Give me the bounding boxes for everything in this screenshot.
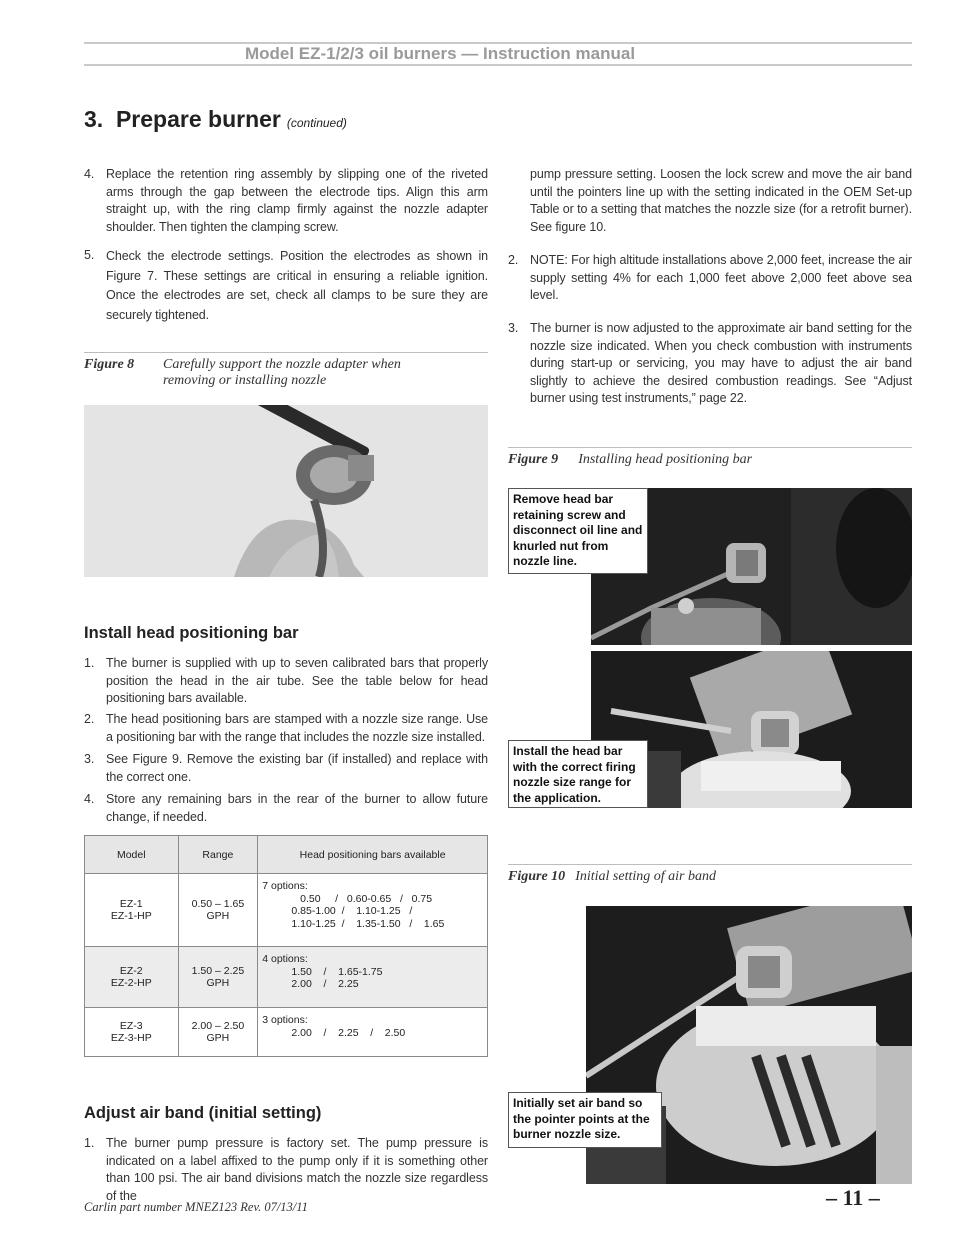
table-cell-options (258, 947, 488, 1008)
table-header: Range (178, 836, 258, 874)
table-cell-model (85, 1008, 179, 1057)
figure9-rule (508, 447, 912, 448)
list-text: NOTE: For high altitude installations above 2,000 feet, increase the air supply setting 4% for each 1,000 feet above 2,000 feet above sea level. (530, 253, 912, 302)
list-number: 2. (84, 712, 95, 726)
section-title (84, 106, 347, 133)
table-cell-range (178, 874, 258, 947)
table-row (85, 947, 488, 1008)
range-line: GPH (206, 1032, 230, 1044)
options-values: 2.00 / 2.25 / 2.50 (262, 1026, 406, 1039)
list-item (508, 252, 912, 305)
figure10-text: Initial setting of air band (575, 869, 716, 884)
table-cell-range (178, 947, 258, 1008)
table-cell-model (85, 947, 179, 1008)
figure8-text: Carefully support the nozzle adapter when removing or installing nozzle (163, 357, 401, 388)
table-header: Head positioning bars available (258, 836, 488, 874)
list-text: The burner is now adjusted to the approximate air band setting for the nozzle size indicated. When you check combustion with instruments during start-up or servicing, you may have to adjust the air band slightly to achieve the desired combustion readings. See “Adjust burner using test instruments,” page 22. (530, 321, 912, 405)
list-text: See Figure 9. Remove the existing bar (if installed) and replace with the correct one. (106, 752, 488, 784)
options-label: 3 options: (262, 1014, 308, 1026)
model-line: EZ-3 (119, 1020, 143, 1032)
model-line: EZ-2-HP (110, 977, 152, 989)
figure8-rule (84, 352, 488, 353)
figure8-label: Figure 8 (84, 357, 135, 372)
list-item (84, 751, 488, 786)
install-bar-heading: Install head positioning bar (84, 624, 299, 642)
table-cell-model (85, 874, 179, 947)
section-title-text: 3. Prepare burner (84, 106, 281, 132)
list-text: The burner pump pressure is factory set. The pump pressure is indicated on a label affixed to the pump only if it is something other than 100 psi. The air band divisions match the nozzle size regardless of the (106, 1136, 488, 1203)
list-item (508, 320, 912, 408)
table-header: Model (85, 836, 179, 874)
figure10-label: Figure 10 (508, 869, 566, 884)
list-text: Check the electrode settings. Position the electrodes as shown in Figure 7. These settings are critical in ensuring a reliable ignition. Once the electrodes are set, check all clamps to be sure they are securely tightened. (106, 249, 488, 322)
list-number: 2. (508, 253, 519, 267)
table-row (85, 874, 488, 947)
air-band-heading: Adjust air band (initial setting) (84, 1104, 322, 1122)
model-line: EZ-3-HP (110, 1032, 152, 1044)
range-line: GPH (206, 977, 230, 989)
range-line: 2.00 – 2.50 (191, 1020, 245, 1032)
figure10-caption (508, 869, 716, 885)
air-band-step1-continued: pump pressure setting. Loosen the lock screw and move the air band until the pointers line up with the setting indicated in the OEM Set-up Table or to a setting that matches the nozzle size (for a retrofit burner). See figure 10. (530, 167, 912, 234)
head-bars-table (84, 835, 488, 1057)
list-number: 3. (508, 321, 519, 335)
list-number: 5. (84, 248, 95, 262)
list-item (84, 655, 488, 708)
model-line: EZ-2 (119, 965, 143, 977)
list-text: Replace the retention ring assembly by slipping one of the riveted arms through the gap between the electrode tips. Align this arm straight up, with the ring clamp firmly against the nozzle adapter shoulder. Then tighten the clamping screw. (106, 167, 488, 234)
list-text: The head positioning bars are stamped with a nozzle size range. Use a positioning bar with the range that includes the nozzle size installed. (106, 712, 488, 744)
list-number: 1. (84, 1136, 95, 1150)
list-item (84, 166, 488, 236)
list-item (84, 1135, 488, 1205)
footer-part-number: Carlin part number MNEZ123 Rev. 07/13/11 (84, 1200, 308, 1214)
options-label: 7 options: (262, 880, 308, 892)
list-text: Store any remaining bars in the rear of the burner to allow future change, if needed. (106, 792, 488, 824)
table-row (85, 1008, 488, 1057)
list-item (84, 791, 488, 826)
list-number: 3. (84, 752, 95, 766)
table-cell-options (258, 1008, 488, 1057)
figure8-photo (84, 405, 488, 577)
range-line: 1.50 – 2.25 (191, 965, 245, 977)
model-line: EZ-1 (119, 898, 143, 910)
list-text: The burner is supplied with up to seven calibrated bars that properly position the head in the air tube. See the table below for head positioning bars available. (106, 656, 488, 705)
figure9-caption (508, 452, 752, 468)
list-number: 4. (84, 167, 95, 181)
list-number: 4. (84, 792, 95, 806)
range-line: GPH (206, 910, 230, 922)
options-values: 0.50 / 0.60-0.65 / 0.75 0.85-1.00 / 1.10-1.25 / 1.10-1.25 / 1.35-1.50 / 1.65 (291, 892, 445, 930)
list-item (84, 711, 488, 746)
figure10-rule (508, 864, 912, 865)
page-number: – 11 – (826, 1185, 880, 1210)
range-line: 0.50 – 1.65 (191, 898, 245, 910)
list-number: 1. (84, 656, 95, 670)
section-continued: (continued) (286, 116, 347, 130)
options-values: 1.50 / 1.65-1.75 2.00 / 2.25 (291, 965, 383, 990)
options-label: 4 options: (262, 953, 308, 965)
figure9-text: Installing head positioning bar (578, 452, 753, 467)
list-item (84, 247, 488, 325)
figure8-caption (84, 357, 488, 389)
table-cell-options (258, 874, 488, 947)
table-header-row (85, 836, 488, 874)
table-cell-range (178, 1008, 258, 1057)
figure9-label: Figure 9 (508, 452, 559, 467)
model-line: EZ-1-HP (110, 910, 152, 922)
figure10-callout: Initially set air band so the pointer points at the burner nozzle size. (508, 1092, 662, 1148)
figure9-callout-1: Remove head bar retaining screw and disconnect oil line and knurled nut from nozzle line. (508, 488, 648, 574)
figure9-callout-2: Install the head bar with the correct firing nozzle size range for the application. (508, 740, 648, 808)
header-rule-bottom (84, 64, 912, 66)
header-title: Model EZ-1/2/3 oil burners — Instruction manual (244, 44, 636, 63)
